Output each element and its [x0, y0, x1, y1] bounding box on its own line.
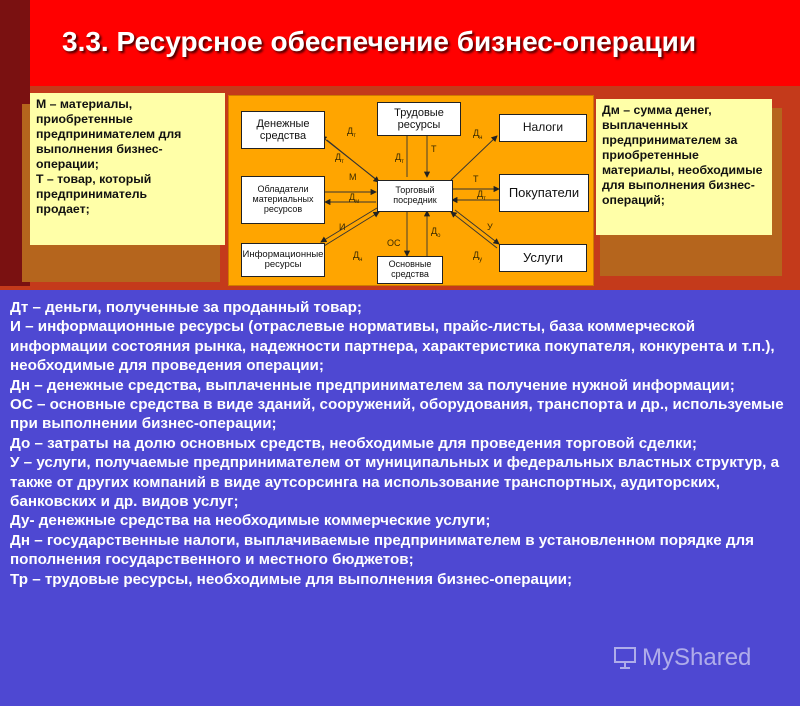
note-line: приобретенные: [36, 112, 133, 126]
arrow-label: ОС: [387, 238, 401, 248]
note-line: Т – товар, который: [36, 172, 152, 186]
arrow-label: $Д_н$: [353, 250, 363, 263]
node-services: [499, 244, 587, 272]
arrow-label: $Д_н$: [473, 128, 483, 141]
definition-item: Ду- денежные средства на необходимые коммерческие услуги;: [10, 512, 491, 530]
arrow-label: Т: [473, 174, 479, 184]
arrow-label: $Д_т$: [477, 189, 486, 202]
node-intermediary-label: Торговый посредник: [393, 185, 437, 205]
arrow-label: $Д_у$: [473, 250, 483, 263]
node-buyers: [499, 174, 589, 212]
node-labor-label: Трудовые ресурсы: [394, 106, 444, 131]
note-line: приобретенные: [602, 148, 699, 162]
note-line: операций;: [602, 193, 665, 207]
definition-item: У – услуги, получаемые предпринимателем от муниципальных и федеральных властных структур, а также от других компаний в виде аутсорсинга на использование транспортных, аудиторских, банковских и др. видов услуг;: [10, 454, 780, 511]
definition-item: Дн – государственные налоги, выплачиваемые предпринимателем в установленном порядке для пополнения государственного и местного бюджетов;: [10, 531, 755, 569]
arrow-label: $Д_т$: [395, 152, 404, 165]
arrow-label: $Д_о$: [431, 226, 441, 239]
arrow-label: М: [349, 172, 357, 182]
node-labor: [377, 102, 461, 136]
note-line: предпринимателем для: [36, 127, 182, 141]
note-right: [596, 99, 772, 235]
node-money-label: Денежные средства: [256, 117, 310, 142]
definition-item: Тр – трудовые ресурсы, необходимые для выполнения бизнес-операции;: [10, 570, 573, 588]
node-buyers-label: Покупатели: [508, 184, 580, 200]
definition-item: Дн – денежные средства, выплаченные предпринимателем за получение нужной информации;: [10, 376, 735, 394]
node-intermediary: [377, 180, 453, 212]
definitions-list: [10, 298, 790, 589]
note-line: материалы, необходимые: [602, 163, 763, 177]
node-owners-label: Обладатели материальных ресурсов: [252, 184, 314, 214]
note-line: операции;: [36, 157, 99, 171]
node-money: [241, 111, 325, 149]
node-info: [241, 243, 325, 277]
note-line: М – материалы,: [36, 97, 133, 111]
note-line: продает;: [36, 202, 90, 216]
definition-item: И – информационные ресурсы (отраслевые нормативы, прайс-листы, база коммерческой информации состояния рынка, надежности партнера, характеристика покупателя, конкурента и т.п.), необходимые для проведения операции;: [10, 318, 775, 375]
arrow-label: Т: [431, 144, 437, 154]
arrow-label: $Д_т$: [347, 126, 356, 139]
node-taxes: [499, 114, 587, 142]
node-taxes-label: Налоги: [522, 120, 564, 135]
node-fixed: [377, 256, 443, 284]
arrow-label: У: [487, 222, 493, 232]
slide-title: 3.3. Ресурсное обеспечение бизнес-операции: [62, 26, 697, 57]
definition-item: Дт – деньги, полученные за проданный товар;: [10, 299, 362, 316]
note-left: [30, 93, 225, 245]
node-services-label: Услуги: [523, 249, 563, 265]
note-line: выплаченных: [602, 118, 689, 132]
arrow-label: $Д_т$: [335, 152, 344, 165]
watermark: [612, 644, 751, 672]
definition-item: До – затраты на долю основных средств, необходимые для проведения торговой сделки;: [10, 434, 697, 452]
watermark-text: MyShared: [642, 644, 752, 671]
node-fixed-label: Основные средства: [388, 259, 432, 279]
note-line: выполнения бизнес-: [36, 142, 163, 156]
arrow-label: И: [339, 222, 346, 232]
note-line: для выполнения бизнес-: [602, 178, 755, 192]
resource-diagram: [228, 95, 594, 286]
note-line: предприниматель: [36, 187, 148, 201]
arrow-label: $Д_м$: [349, 192, 360, 205]
definition-item: ОС – основные средства в виде зданий, сооружений, оборудования, транспорта и др., используемые при выполнении бизнес-операции;: [10, 396, 784, 433]
presentation-icon: [612, 645, 638, 671]
note-line: Дм – сумма денег,: [602, 103, 712, 117]
node-owners: [241, 176, 325, 224]
note-line: предпринимателем за: [602, 133, 738, 147]
node-info-label: Информационные ресурсы: [242, 248, 324, 270]
